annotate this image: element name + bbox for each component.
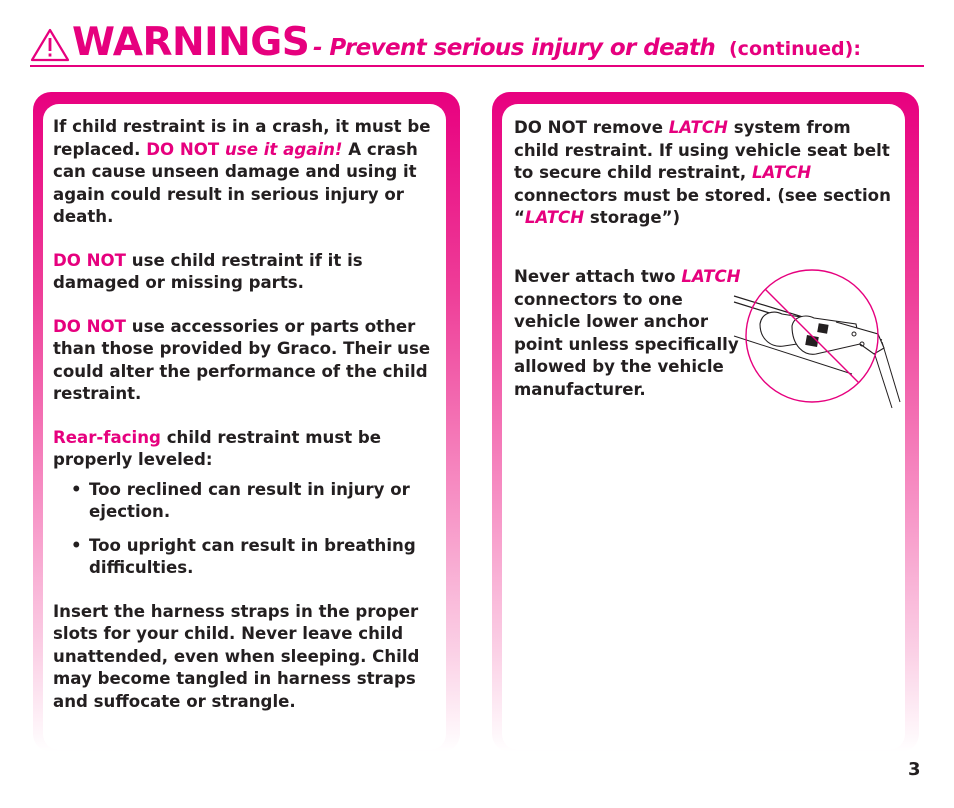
damaged-parts-warning: DO NOT use child restraint if it is damaged or missing parts.: [53, 250, 363, 292]
list-item: • Too upright can result in breathing difficulties.: [71, 535, 416, 577]
crash-replace-warning: If child restraint is in a crash, it must be replaced. DO NOT use it again! A crash can cause unseen damage and using it again could result in serious injury or death.: [53, 117, 431, 226]
left-panel-text: [53, 116, 448, 734]
page-subtitle: - Prevent serious injury or death: [313, 35, 716, 61]
warning-triangle-icon: [30, 28, 70, 62]
page-title: WARNINGS: [72, 20, 310, 65]
continued-label: (continued):: [729, 38, 861, 60]
prohibited-latch-icon: [732, 262, 904, 410]
rear-facing-level-warning: Rear-facing child restraint must be properly leveled:: [53, 427, 382, 469]
list-item: • Too reclined can result in injury or ejection.: [71, 479, 410, 521]
page-number: 3: [908, 759, 921, 780]
latch-double-attach-warning: Never attach two LATCH connectors to one vehicle lower anchor point unless specifically allowed by the vehicle manufacturer.: [514, 267, 741, 399]
level-bullet-list: [53, 479, 448, 580]
harness-warning: Insert the harness straps in the proper slots for your child. Never leave child unattended, even when sleeping. Child may become tangled in harness straps and suffocate or strangle.: [53, 601, 420, 711]
accessories-warning: DO NOT use accessories or parts other than those provided by Graco. Their use could alter the performance of the child restraint.: [53, 316, 431, 403]
header-rule: [30, 65, 924, 67]
latch-remove-warning: DO NOT remove LATCH system from child restraint. If using vehicle seat belt to secure child restraint, LATCH connectors must be stored. (see section “LATCH storage”): [514, 118, 891, 227]
page-header: [30, 22, 924, 68]
